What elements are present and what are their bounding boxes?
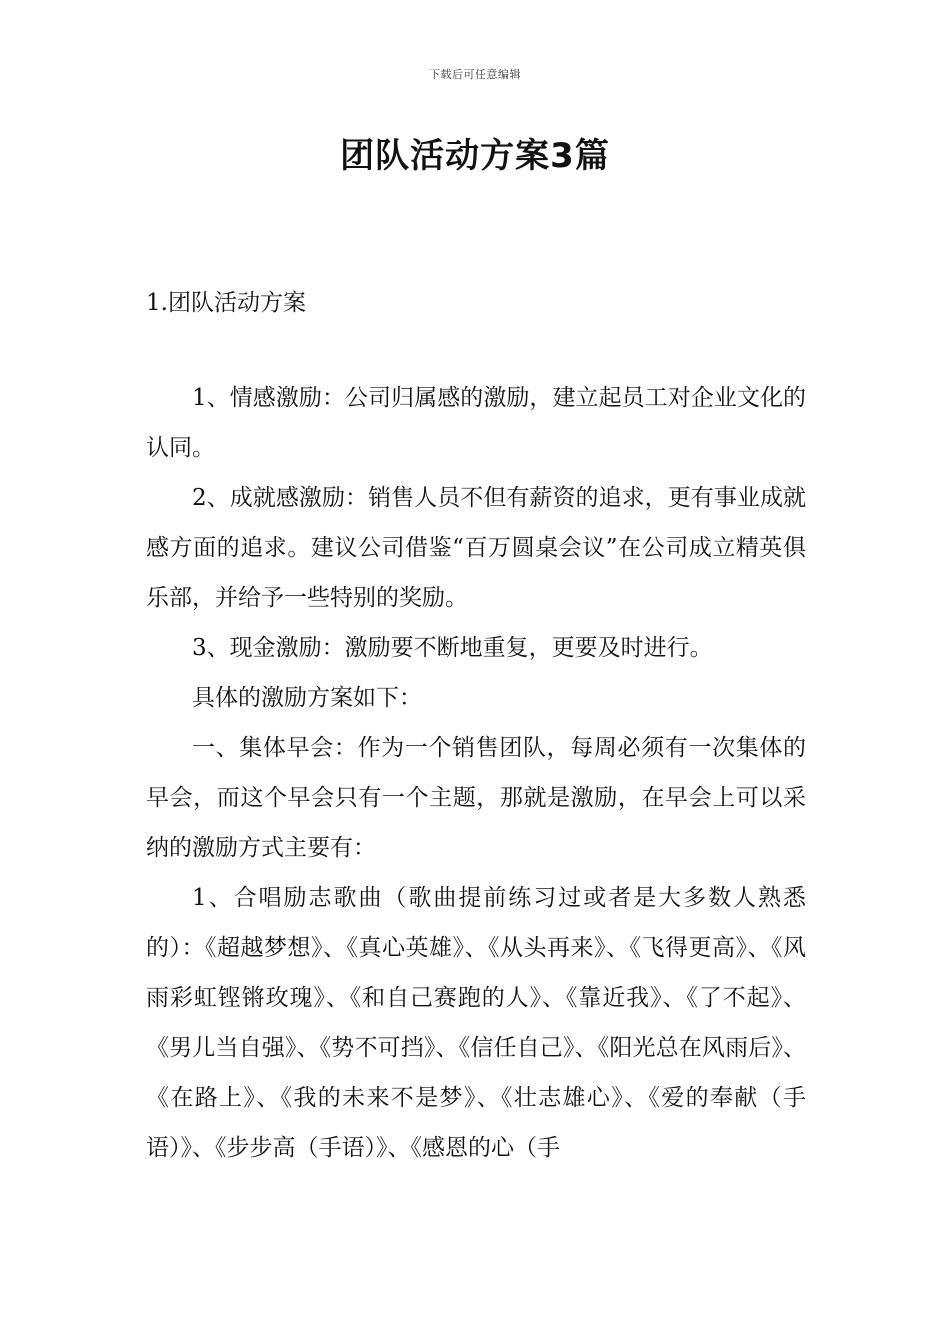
- paragraph-plan-intro: 具体的激励方案如下：: [192, 685, 422, 711]
- header-note: 下载后可任意编辑: [429, 68, 521, 81]
- paragraph-cash-incentive: 3、现金激励：激励要不断地重复，更要及时进行。: [192, 635, 713, 661]
- paragraph-morning-meeting: 一、集体早会：作为一个销售团队，每周必须有一次集体的早会，而这个早会只有一个主题，那就是激励，在早会上可以采纳的激励方式主要有：: [146, 735, 806, 861]
- document-body: [146, 373, 806, 1173]
- section-heading: 1.团队活动方案: [146, 290, 306, 316]
- paragraph-emotional-incentive: 1、情感激励：公司归属感的激励，建立起员工对企业文化的认同。: [146, 385, 806, 461]
- paragraph-song-list: 1、合唱励志歌曲（歌曲提前练习过或者是大多数人熟悉的）：《超越梦想》、《真心英雄》、《从头再来》、《飞得更高》、《风雨彩虹铿锵玫瑰》、《和自己赛跑的人》、《靠近我》、《了不起》、《男儿当自强》、《势不可挡》、《信任自己》、《阳光总在风雨后》、《在路上》、《我的未来不是梦》、《壮志雄心》、《爱的奉献（手语）》、《步步高（手语）》、《感恩的心（手: [146, 885, 806, 1161]
- paragraph-achievement-incentive: 2、成就感激励：销售人员不但有薪资的追求，更有事业成就感方面的追求。建议公司借鉴“百万圆桌会议”在公司成立精英俱乐部，并给予一些特别的奖励。: [146, 485, 806, 611]
- document-title: 团队活动方案3篇: [340, 136, 610, 176]
